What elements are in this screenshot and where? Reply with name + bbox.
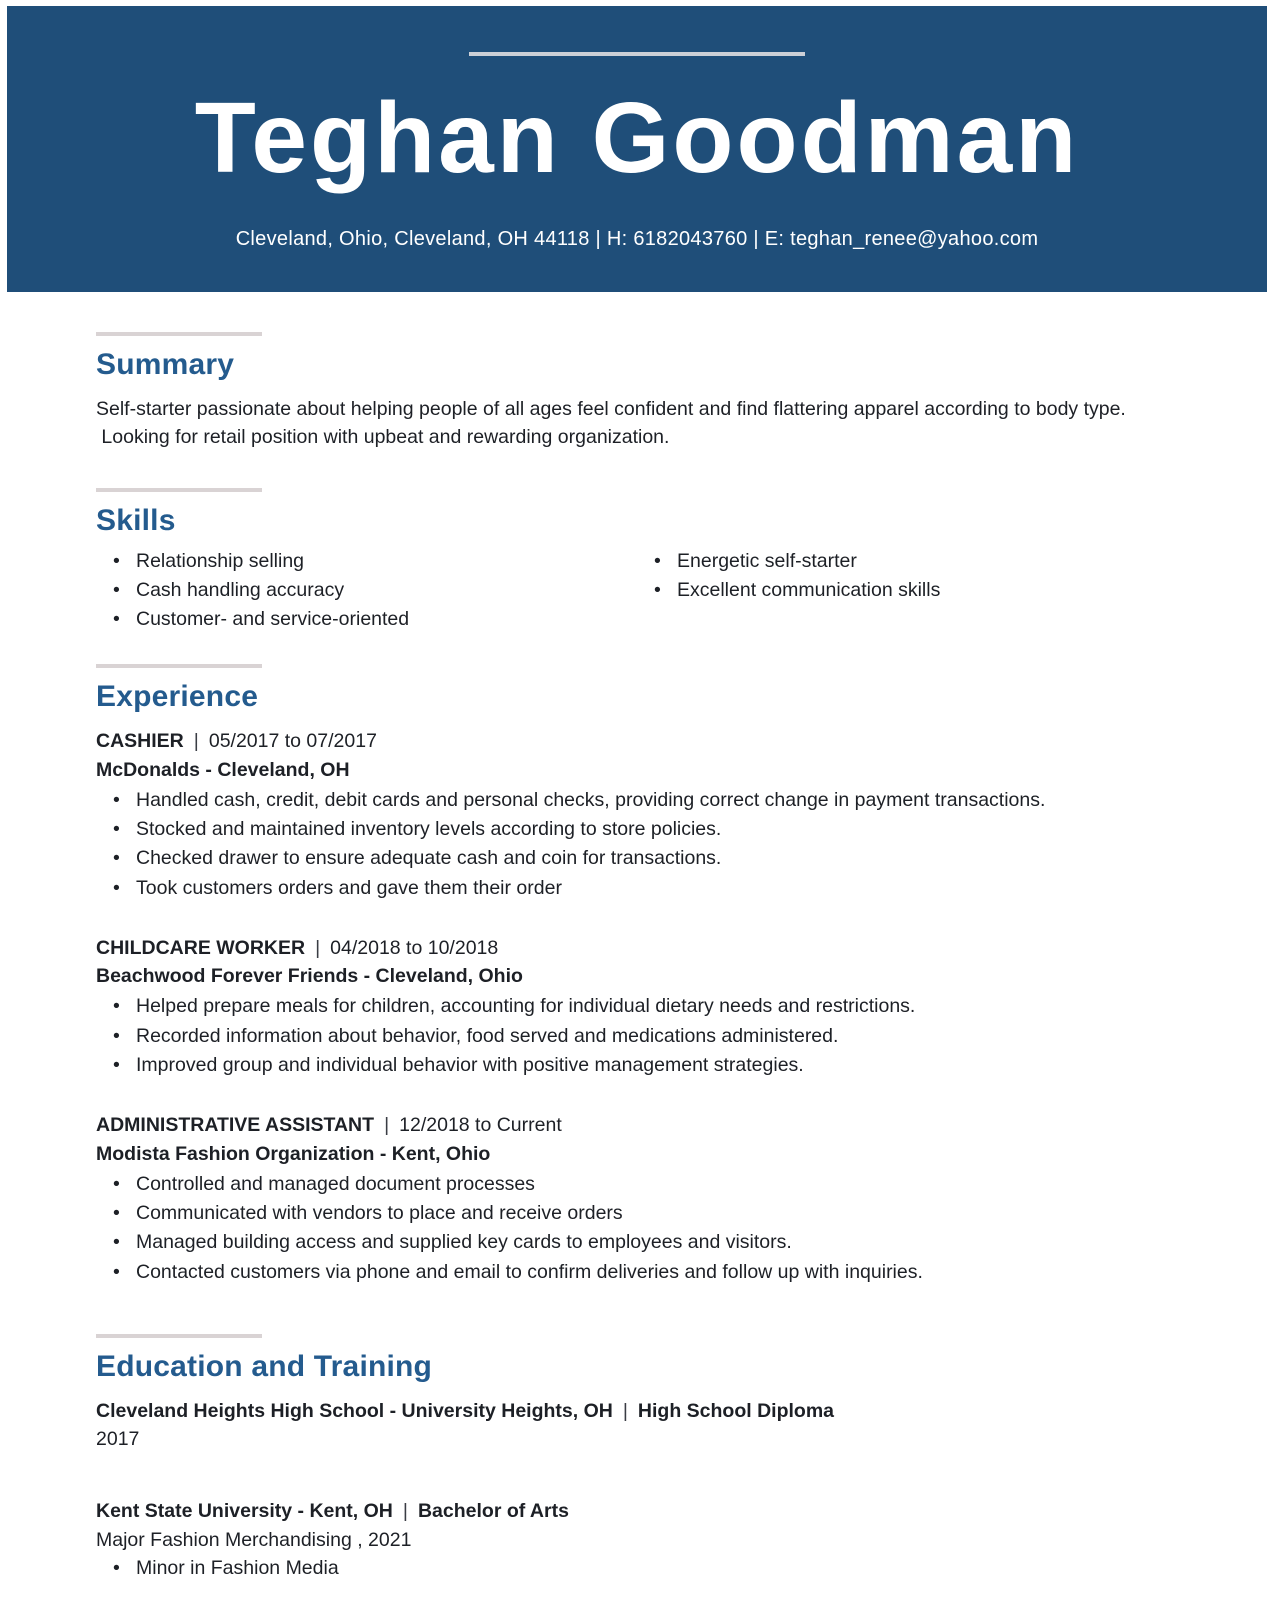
job-bullet-text: Stocked and maintained inventory levels according to store policies. [136, 818, 722, 841]
skill-item [96, 605, 637, 633]
job-dates: 05/2017 to 07/2017 [208, 730, 377, 753]
job-bullet [96, 786, 1178, 814]
section-skills [96, 488, 1178, 635]
job-role: CASHIER [96, 730, 184, 753]
job-separator: | [315, 936, 321, 959]
skill-label: Relationship selling [136, 549, 305, 572]
job-company: Modista Fashion Organization - Kent, Ohio [96, 1142, 491, 1165]
skill-label: Customer- and service-oriented [136, 608, 410, 631]
job-dates: 04/2018 to 10/2018 [330, 936, 499, 959]
job-bullet-list [96, 992, 1178, 1079]
summary-line: Self-starter passionate about helping people of all ages feel confident and find flattering apparel according to body type. [96, 398, 1126, 420]
section-title-summary: Summary [96, 348, 235, 381]
experience-job [96, 727, 1178, 902]
degree-name: Bachelor of Arts [417, 1500, 569, 1523]
experience-job [96, 1111, 1178, 1286]
job-bullet-text: Took customers orders and gave them their order [136, 876, 562, 899]
job-bullet [96, 1170, 1178, 1198]
job-bullet [96, 1228, 1178, 1256]
job-company: McDonalds - Cleveland, OH [96, 758, 350, 781]
education-separator: | [402, 1500, 408, 1523]
job-bullet-text: Communicated with vendors to place and receive orders [136, 1202, 623, 1225]
job-separator: | [193, 730, 199, 753]
job-bullet-text: Handled cash, credit, debit cards and personal checks, providing correct change in payment transactions. [136, 788, 1046, 811]
job-bullet-text: Checked drawer to ensure adequate cash and coin for transactions. [136, 847, 722, 870]
header-divider [469, 52, 805, 56]
job-bullet-text: Controlled and managed document processes [136, 1172, 535, 1195]
section-divider [96, 332, 262, 336]
education-bullet-text: Minor in Fashion Media [136, 1556, 339, 1579]
contact-line: Cleveland, Ohio, Cleveland, OH 44118 | H: 6182043760 | E: teghan_renee@yahoo.com [235, 228, 1039, 250]
job-bullet-text: Contacted customers via phone and email to confirm deliveries and follow up with inquiries. [136, 1260, 923, 1283]
job-bullet [96, 992, 1178, 1020]
skill-item [96, 576, 637, 604]
job-bullet [96, 1051, 1178, 1079]
experience-job [96, 934, 1178, 1079]
job-dates: 12/2018 to Current [399, 1114, 562, 1137]
job-bullet [96, 815, 1178, 843]
degree-name: High School Diploma [637, 1399, 835, 1422]
education-bullet-list [96, 1554, 1178, 1582]
job-role: CHILDCARE WORKER [96, 936, 306, 959]
job-title-line [96, 1111, 1178, 1139]
job-bullet-text: Helped prepare meals for children, accounting for individual dietary needs and restrictions. [136, 995, 916, 1018]
job-bullet-list [96, 1170, 1178, 1286]
resume-body [0, 332, 1274, 1582]
job-role: ADMINISTRATIVE ASSISTANT [96, 1114, 375, 1137]
summary-line: Looking for retail position with upbeat and rewarding organization. [96, 426, 670, 449]
section-title-experience: Experience [96, 680, 259, 714]
section-experience [96, 664, 1178, 1286]
education-detail: 2017 [96, 1428, 140, 1451]
school-name: Kent State University - Kent, OH [96, 1500, 393, 1523]
job-separator: | [384, 1114, 390, 1137]
person-name: Teghan Goodman [194, 82, 1080, 194]
job-company: Beachwood Forever Friends - Cleveland, Ohio [96, 965, 523, 988]
section-education [96, 1334, 1178, 1582]
job-bullet [96, 844, 1178, 872]
skill-label: Cash handling accuracy [136, 578, 345, 601]
skill-item [96, 547, 637, 575]
skill-label: Energetic self-starter [677, 549, 857, 572]
skill-item [637, 576, 1178, 604]
education-detail: Major Fashion Merchandising , 2021 [96, 1528, 412, 1551]
job-title-line [96, 727, 1178, 755]
section-summary [96, 332, 1178, 452]
section-divider [96, 488, 262, 492]
header-band [7, 6, 1267, 292]
education-separator: | [622, 1399, 628, 1422]
job-bullet [96, 1022, 1178, 1050]
job-bullet-text: Improved group and individual behavior with positive management strategies. [136, 1053, 804, 1076]
skills-list-left [96, 547, 637, 635]
job-bullet-text: Recorded information about behavior, food served and medications administered. [136, 1024, 839, 1047]
skills-columns [96, 547, 1178, 635]
skill-label: Excellent communication skills [677, 578, 941, 601]
section-title-skills: Skills [96, 503, 176, 537]
job-bullet-list [96, 786, 1178, 902]
school-name: Cleveland Heights High School - University Heights, OH [96, 1399, 613, 1422]
skill-item [637, 547, 1178, 575]
job-bullet [96, 874, 1178, 902]
section-divider [96, 1334, 262, 1338]
section-title-education: Education and Training [96, 1349, 433, 1383]
job-bullet [96, 1199, 1178, 1227]
education-bullet [96, 1554, 1178, 1582]
education-entry [96, 1497, 1178, 1582]
education-title-line [96, 1497, 1178, 1525]
skills-list-right [637, 547, 1178, 635]
section-divider [96, 664, 262, 668]
education-entry [96, 1397, 1178, 1454]
job-bullet-text: Managed building access and supplied key cards to employees and visitors. [136, 1231, 792, 1254]
job-title-line [96, 934, 1178, 962]
education-title-line [96, 1397, 1178, 1425]
job-bullet [96, 1258, 1178, 1286]
summary-text [96, 395, 1178, 452]
